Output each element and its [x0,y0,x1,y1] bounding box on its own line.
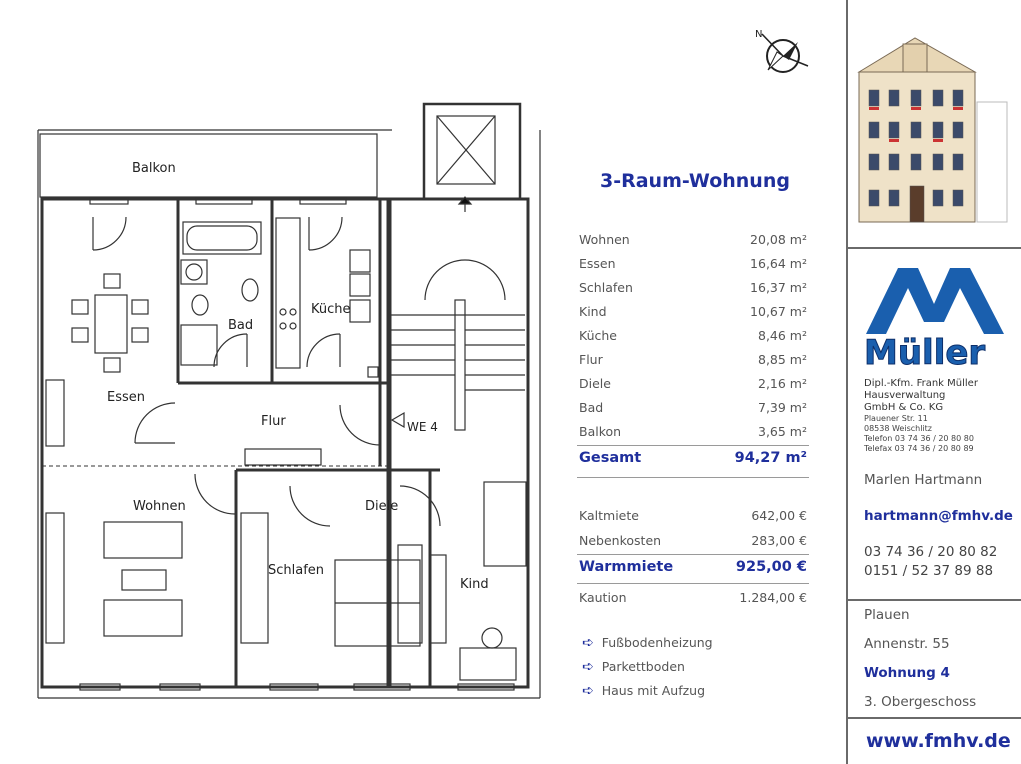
room-label-kind: Kind [460,577,489,592]
area-value: 2,16 m² [758,376,807,391]
area-value: 10,67 m² [750,304,807,319]
svg-text:N: N [755,29,763,40]
room-label-wohnen: Wohnen [133,499,186,514]
cost-name: Nebenkosten [579,533,662,548]
company-line2: Hausverwaltung [864,390,946,401]
area-name: Kind [579,304,607,319]
company-phone: Telefon 03 74 36 / 20 80 80 [864,434,974,443]
area-row [579,300,807,322]
location-street: Annenstr. 55 [864,636,950,652]
deposit-label: Kaution [579,590,627,605]
area-name: Bad [579,400,604,415]
area-value: 3,65 m² [758,424,807,439]
cost-value: 642,00 € [751,508,807,523]
room-label-diele: Diele [365,499,399,514]
warm-rent-value: 925,00 € [735,559,807,575]
feature-item: ➪ Parkettboden [582,659,685,675]
total-row [579,447,807,471]
apartment-type-title: 3-Raum-Wohnung [600,170,790,192]
company-fax: Telefax 03 74 36 / 20 80 89 [864,444,974,453]
area-row [579,372,807,394]
room-label-balkon: Balkon [132,161,176,176]
warm-rent-row [579,556,807,580]
contact-phones [864,543,997,581]
cost-value: 283,00 € [751,533,807,548]
area-value: 8,46 m² [758,328,807,343]
area-name: Essen [579,256,616,271]
area-value: 16,37 m² [750,280,807,295]
balcony-outline [40,134,377,197]
deposit-row [579,586,807,608]
feature-item: ➪ Haus mit Aufzug [582,683,706,699]
area-value: 20,08 m² [750,232,807,247]
cost-name: Kaltmiete [579,508,639,523]
cost-row [579,504,807,526]
floor-level: 3. Obergeschoss [864,694,977,710]
warm-rent-label: Warmmiete [579,559,674,575]
unit-number: Wohnung 4 [864,665,950,681]
arrow-right-icon: ➪ [582,683,594,699]
area-value: 16,64 m² [750,256,807,271]
location-city: Plauen [864,607,910,623]
area-name: Flur [579,352,603,367]
north-arrow-icon [752,26,812,82]
contact-name: Marlen Hartmann [864,472,983,488]
logo-text: Müller [864,333,986,368]
area-name: Schlafen [579,280,633,295]
feature-item: ➪ Fußbodenheizung [582,635,713,651]
company-city: 08538 Weischlitz [864,424,932,433]
phone-landline: 03 74 36 / 20 80 82 [864,544,998,560]
area-row [579,252,807,274]
arrow-right-icon: ➪ [582,659,594,675]
deposit-value: 1.284,00 € [739,590,807,605]
room-label-essen: Essen [107,390,145,405]
area-row [579,276,807,298]
area-value: 8,85 m² [758,352,807,367]
company-line3: GmbH & Co. KG [864,402,944,413]
arrow-right-icon: ➪ [582,635,594,651]
area-value: 7,39 m² [758,400,807,415]
phone-mobile: 0151 / 52 37 89 88 [864,563,994,579]
area-row [579,396,807,418]
room-label-schlafen: Schlafen [268,563,325,578]
cost-row [579,529,807,551]
company-street: Plauener Str. 11 [864,414,928,423]
entrance-label: WE 4 [407,420,438,434]
company-logo [862,264,1008,368]
company-address [864,378,978,454]
total-value: 94,27 m² [734,450,807,466]
area-name: Balkon [579,424,622,439]
area-name: Diele [579,376,611,391]
room-label-flur: Flur [261,414,286,429]
room-label-kueche: Küche [311,302,351,317]
area-row [579,228,807,250]
area-name: Wohnen [579,232,630,247]
website-link[interactable]: www.fmhv.de [866,730,1011,752]
total-label: Gesamt [579,450,642,466]
contact-email-link[interactable]: hartmann@fmhv.de [864,508,1013,524]
area-row [579,348,807,370]
building-illustration [855,32,1010,228]
area-row [579,420,807,442]
area-name: Küche [579,328,617,343]
area-row [579,324,807,346]
company-name: Dipl.-Kfm. Frank Müller [864,378,978,389]
room-label-bad: Bad [228,318,254,333]
